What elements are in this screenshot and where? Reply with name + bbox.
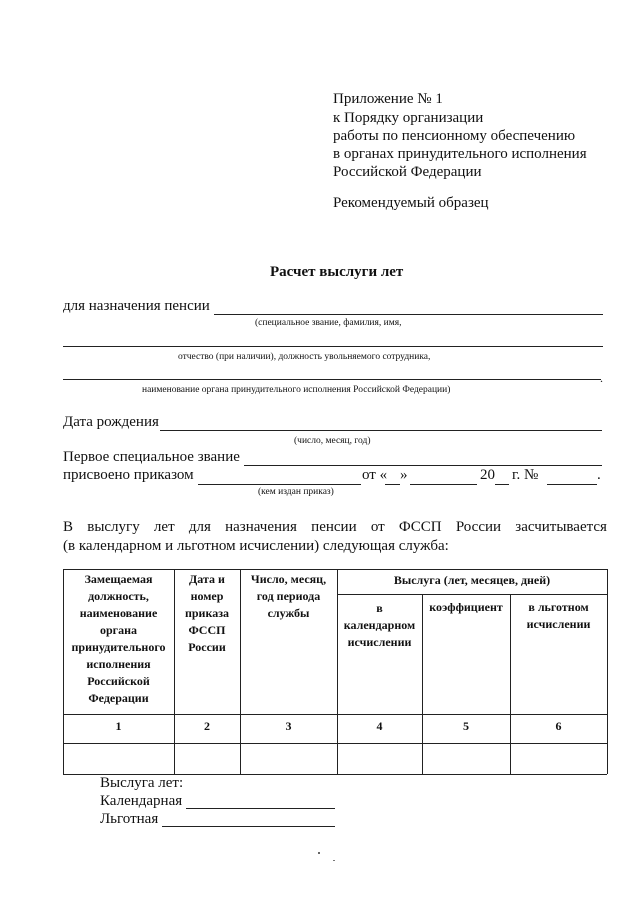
header-line: в льготном <box>528 600 589 614</box>
g-no-label: г. № <box>512 467 539 483</box>
header-line: службы <box>267 606 310 620</box>
organ-dot: . <box>600 371 603 385</box>
intro-line-1 <box>63 519 607 536</box>
header-line: Дата и <box>189 572 225 586</box>
close-quote: » <box>400 467 408 483</box>
table-cell[interactable] <box>64 744 174 774</box>
order-day-field[interactable] <box>385 484 400 485</box>
header-line: органа <box>99 623 138 637</box>
col-header-period <box>240 571 337 622</box>
header-line: исполнения <box>86 657 151 671</box>
sample-label: Рекомендуемый образец <box>333 195 489 211</box>
organ-name-field[interactable] <box>63 379 601 380</box>
table-border-right <box>607 569 608 774</box>
header-line: России <box>188 640 226 654</box>
birth-date-field[interactable] <box>160 430 602 431</box>
header-line: календарном <box>343 618 416 632</box>
hint-date: (число, месяц, год) <box>294 436 371 446</box>
column-number: 2 <box>204 719 210 733</box>
col-header-preferential <box>510 599 607 633</box>
header-line: Федерации <box>88 691 149 705</box>
full-name-field[interactable] <box>63 346 603 347</box>
header-line: год периода <box>256 589 321 603</box>
from-label: от « <box>362 467 388 483</box>
col-header-coefficient <box>422 599 510 616</box>
annex-line-2: к Порядку организации <box>333 110 484 126</box>
hint-patronymic: отчество (при наличии), должность увольняемого сотрудника, <box>178 352 431 362</box>
header-line: номер <box>190 589 224 603</box>
for-pension-label: для назначения пенсии <box>63 298 210 314</box>
first-rank-label: Первое специальное звание <box>63 449 240 465</box>
intro-word: лет <box>153 519 175 535</box>
birth-date-label: Дата рождения <box>63 414 159 430</box>
assigned-by-label: присвоено приказом <box>63 467 194 483</box>
service-years-label: Выслуга лет: <box>100 775 184 791</box>
table-cell[interactable] <box>511 744 607 774</box>
order-year-field[interactable] <box>495 484 509 485</box>
year-prefix: 20 <box>480 467 495 483</box>
intro-word: для <box>188 519 211 535</box>
header-line: в <box>376 601 383 615</box>
first-rank-field[interactable] <box>244 465 602 466</box>
order-month-field[interactable] <box>410 484 477 485</box>
header-line: наименование <box>79 606 158 620</box>
header-line: Замещаемая <box>84 572 153 586</box>
col-header-group: Выслуга (лет, месяцев, дней) <box>393 573 551 587</box>
intro-word: В <box>63 519 74 535</box>
intro-word: ФССП <box>398 519 442 535</box>
table-group-divider <box>337 594 607 595</box>
intro-line-2: (в календарном и льготном исчислении) следующая служба: <box>63 538 449 554</box>
scan-speck <box>318 852 320 854</box>
intro-word: назначения <box>225 519 297 535</box>
header-line: коэффициент <box>429 600 503 614</box>
intro-word: от <box>370 519 385 535</box>
col-header-order <box>174 571 240 656</box>
hint-order: (кем издан приказ) <box>258 487 334 497</box>
annex-line-4: в органах принудительного исполнения <box>333 146 587 162</box>
annex-line-1: Приложение № 1 <box>333 91 443 107</box>
calendar-label: Календарная <box>100 793 183 809</box>
preferential-label: Льготная <box>100 811 159 827</box>
column-number: 6 <box>555 719 562 733</box>
table-cell[interactable] <box>241 744 337 774</box>
order-dot: . <box>597 467 601 483</box>
table-cell[interactable] <box>338 744 422 774</box>
calendar-field[interactable] <box>186 808 335 809</box>
hint-rank-name: (специальное звание, фамилия, имя, <box>255 318 402 328</box>
document-title: Расчет выслуги лет <box>270 264 404 280</box>
hint-organ: наименование органа принудительного исполнения Российской Федерации) <box>142 385 451 395</box>
header-line: приказа <box>184 606 230 620</box>
header-line: ФССП <box>188 623 226 637</box>
header-line: Число, месяц, <box>250 572 327 586</box>
col-header-calendar <box>337 600 422 651</box>
column-number: 5 <box>463 719 469 733</box>
for-pension-field[interactable] <box>214 314 603 315</box>
annex-line-3: работы по пенсионному обеспечению <box>333 128 576 144</box>
scan-speck <box>333 860 335 861</box>
column-number: 4 <box>376 719 383 733</box>
preferential-field[interactable] <box>162 826 335 827</box>
header-line: исчислении <box>526 617 591 631</box>
header-line: должность, <box>88 589 149 603</box>
table-cell[interactable] <box>175 744 240 774</box>
intro-word: пенсии <box>311 519 357 535</box>
intro-word: засчитывается <box>515 519 607 535</box>
table-cell[interactable] <box>423 744 510 774</box>
order-number-field[interactable] <box>547 484 597 485</box>
col-header-position <box>63 571 174 707</box>
column-number: 3 <box>285 719 292 733</box>
column-number: 1 <box>115 719 122 733</box>
annex-line-5: Российской Федерации <box>333 164 482 180</box>
header-line: Российской <box>87 674 150 688</box>
header-line: исчислении <box>347 635 412 649</box>
intro-word: России <box>455 519 502 535</box>
table-border-top <box>63 569 607 570</box>
header-line: принудительного <box>71 640 166 654</box>
intro-word: выслугу <box>87 519 140 535</box>
table-header-bottom <box>63 714 607 715</box>
order-issuer-field[interactable] <box>198 484 361 485</box>
